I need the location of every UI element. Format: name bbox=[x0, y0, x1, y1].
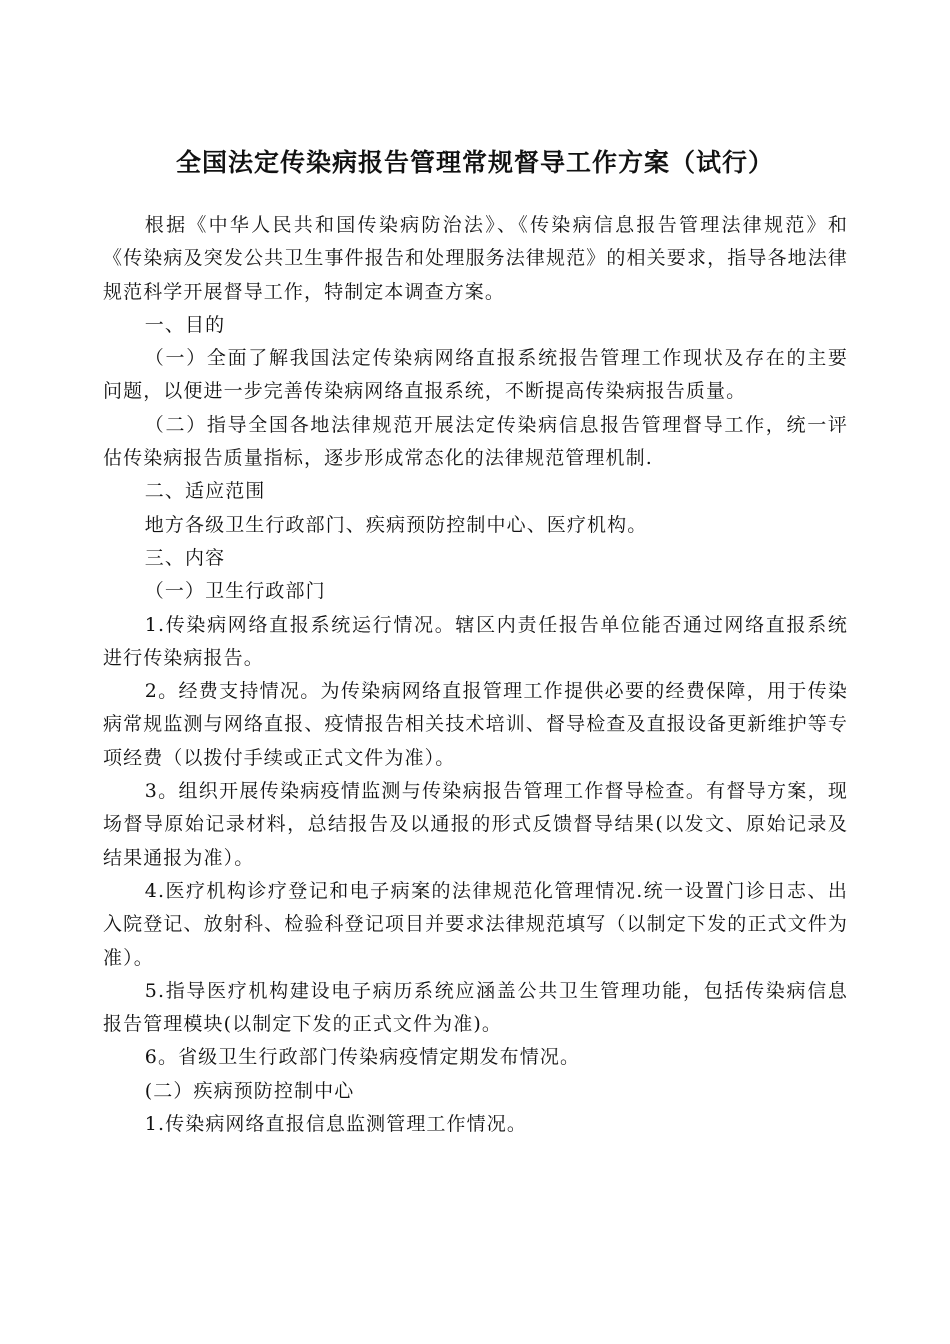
content-item-4: 4.医疗机构诊疗登记和电子病案的法律规范化管理情况.统一设置门诊日志、出入院登记、放射科、检验科登记项目并要求法律规范填写（以制定下发的正式文件为准）。 bbox=[103, 879, 848, 969]
intro-paragraph: 根据《中华人民共和国传染病防治法》、《传染病信息报告管理法律规范》和《传染病及突发公共卫生事件报告和处理服务法律规范》的相关要求，指导各地法律规范科学开展督导工作，特制定本调查方案。 bbox=[103, 214, 848, 303]
purpose-item-1: （一）全面了解我国法定传染病网络直报系统报告管理工作现状及存在的主要问题，以便进一步完善传染病网络直报系统，不断提高传染病报告质量。 bbox=[103, 347, 848, 403]
subsection-heading-health-admin: （一）卫生行政部门 bbox=[144, 580, 326, 603]
document-title: 全国法定传染病报告管理常规督导工作方案（试行） bbox=[175, 148, 774, 177]
section-heading-content: 三、内容 bbox=[144, 546, 226, 569]
content-item-3: 3。组织开展传染病疫情监测与传染病报告管理工作督导检查。有督导方案，现场督导原始记录材料，总结报告及以通报的形式反馈督导结果(以发文、原始记录及结果通报为准）。 bbox=[103, 780, 848, 869]
purpose-item-2: （二）指导全国各地法律规范开展法定传染病信息报告管理督导工作，统一评估传染病报告质量指标，逐步形成常态化的法律规范管理机制. bbox=[103, 413, 848, 470]
scope-paragraph: 地方各级卫生行政部门、疾病预防控制中心、医疗机构。 bbox=[144, 513, 648, 536]
content-item-6: 6。省级卫生行政部门传染病疫情定期发布情况。 bbox=[144, 1046, 581, 1069]
content-item-5: 5.指导医疗机构建设电子病历系统应涵盖公共卫生管理功能，包括传染病信息报告管理模块(以制定下发的正式文件为准)。 bbox=[103, 979, 848, 1036]
content-item-1: 1.传染病网络直报系统运行情况。辖区内责任报告单位能否通过网络直报系统进行传染病报告。 bbox=[103, 613, 848, 669]
document-body bbox=[103, 209, 848, 1141]
section-heading-scope: 二、适应范围 bbox=[144, 480, 266, 503]
content-item-2: 2。经费支持情况。为传染病网络直报管理工作提供必要的经费保障，用于传染病常规监测与网络直报、疫情报告相关技术培训、督导检查及直报设备更新维护等专项经费（以拨付手续或正式文件为准）。 bbox=[103, 680, 848, 769]
cdc-item-1: 1.传染病网络直报信息监测管理工作情况。 bbox=[144, 1113, 527, 1136]
subsection-heading-cdc: (二）疾病预防控制中心 bbox=[144, 1079, 355, 1102]
section-heading-purpose: 一、目的 bbox=[144, 313, 226, 336]
